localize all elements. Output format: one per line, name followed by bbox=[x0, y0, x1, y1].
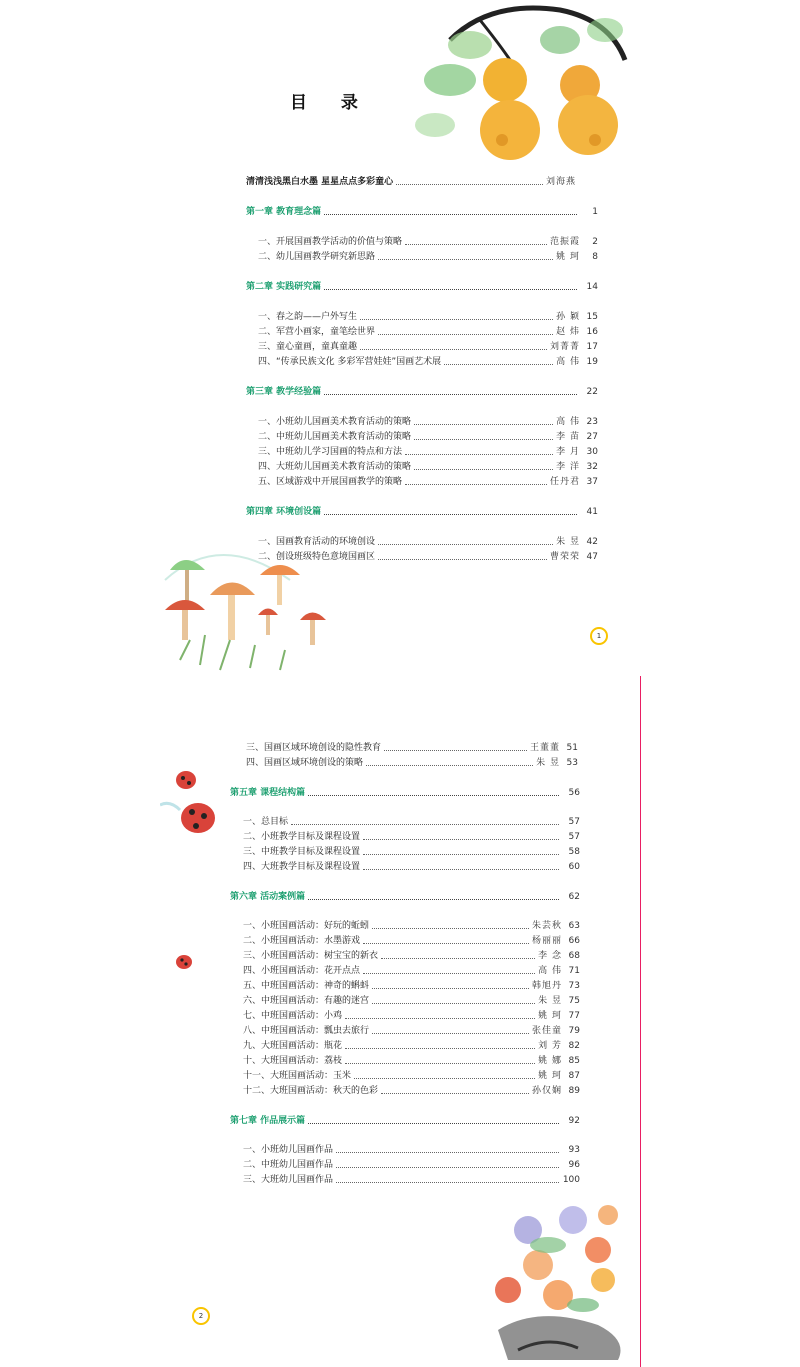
entry-title: 九、大班国画活动：瓶花 bbox=[243, 1041, 343, 1051]
dot-leader bbox=[366, 765, 533, 766]
entry-title: 二、中班幼儿国画美术教育活动的策略 bbox=[258, 432, 412, 442]
toc-entry-row[interactable] bbox=[246, 740, 578, 753]
entry-page-number: 41 bbox=[586, 507, 598, 517]
page-edge-line bbox=[640, 676, 641, 1367]
entry-title: 二、幼儿国画教学研究新思路 bbox=[258, 252, 376, 262]
dot-leader bbox=[324, 289, 577, 290]
dot-leader bbox=[384, 750, 527, 751]
page-number-badge: 1 bbox=[590, 627, 608, 645]
toc-title: 目 录 bbox=[290, 93, 372, 113]
dot-leader bbox=[372, 1033, 529, 1034]
entry-author: 李 月 bbox=[556, 447, 580, 457]
entry-page-number: 89 bbox=[568, 1086, 580, 1096]
dot-leader bbox=[372, 928, 529, 929]
toc-entry-row[interactable] bbox=[243, 829, 580, 842]
entry-title: 三、小班国画活动：树宝宝的新衣 bbox=[243, 951, 379, 961]
entry-title: 三、国画区域环境创设的隐性教育 bbox=[246, 743, 382, 753]
dot-leader bbox=[378, 544, 553, 545]
entry-title: 三、中班教学目标及课程设置 bbox=[243, 847, 361, 857]
entry-page-number: 23 bbox=[586, 417, 598, 427]
entry-title: 四、大班教学目标及课程设置 bbox=[243, 862, 361, 872]
entry-author: 曹荣荣 bbox=[549, 552, 580, 562]
chapter-title: 第二章 实践研究篇 bbox=[246, 282, 322, 292]
entry-title: 一、春之韵——户外写生 bbox=[258, 312, 358, 322]
toc-entry-row[interactable] bbox=[243, 963, 580, 976]
chapter-title: 第一章 教育理念篇 bbox=[246, 207, 322, 217]
entry-page-number: 22 bbox=[586, 387, 598, 397]
toc-entry-row[interactable] bbox=[258, 414, 598, 427]
ladybug-painting bbox=[160, 760, 230, 855]
toc-entry-row[interactable] bbox=[258, 459, 598, 472]
entry-title: 一、总目标 bbox=[243, 817, 289, 827]
dot-leader bbox=[324, 394, 577, 395]
chapter-title: 第五章 课程结构篇 bbox=[230, 788, 306, 798]
entry-page-number: 82 bbox=[568, 1041, 580, 1051]
toc-page-1 bbox=[0, 0, 640, 676]
dot-leader bbox=[345, 1048, 535, 1049]
dot-leader bbox=[354, 1078, 535, 1079]
entry-title: 六、中班国画活动：有趣的迷宫 bbox=[243, 996, 370, 1006]
entry-page-number: 14 bbox=[586, 282, 598, 292]
entry-title: 一、小班幼儿国画作品 bbox=[243, 1145, 334, 1155]
dot-leader bbox=[363, 839, 559, 840]
entry-page-number: 60 bbox=[568, 862, 580, 872]
chapter-title: 第七章 作品展示篇 bbox=[230, 1116, 306, 1126]
dot-leader bbox=[405, 484, 547, 485]
entry-page-number: 30 bbox=[586, 447, 598, 457]
entry-page-number: 53 bbox=[566, 758, 578, 768]
entry-title: 二、中班幼儿国画作品 bbox=[243, 1160, 334, 1170]
toc-entry-row[interactable] bbox=[243, 1023, 580, 1036]
dot-leader bbox=[378, 559, 547, 560]
entry-author: 姚 珂 bbox=[538, 1011, 562, 1021]
toc-entry-row[interactable] bbox=[258, 309, 598, 322]
entry-title: 十二、大班国画活动：秋天的色彩 bbox=[243, 1086, 379, 1096]
entry-page-number: 42 bbox=[586, 537, 598, 547]
entry-page-number: 2 bbox=[592, 237, 598, 247]
toc-chapter-row[interactable] bbox=[246, 204, 598, 217]
dot-leader bbox=[444, 364, 553, 365]
entry-page-number: 87 bbox=[568, 1071, 580, 1081]
toc-chapter-row[interactable] bbox=[230, 889, 580, 902]
entry-page-number: 32 bbox=[586, 462, 598, 472]
entry-author: 姚 珂 bbox=[538, 1071, 562, 1081]
entry-author: 姚 珂 bbox=[556, 252, 580, 262]
entry-page-number: 57 bbox=[568, 832, 580, 842]
dot-leader bbox=[414, 469, 553, 470]
dot-leader bbox=[291, 824, 559, 825]
entry-page-number: 96 bbox=[568, 1160, 580, 1170]
dot-leader bbox=[324, 514, 577, 515]
entry-page-number: 66 bbox=[568, 936, 580, 946]
toc-entry-row[interactable] bbox=[258, 429, 598, 442]
entry-page-number: 79 bbox=[568, 1026, 580, 1036]
entry-page-number: 16 bbox=[586, 327, 598, 337]
entry-page-number: 85 bbox=[568, 1056, 580, 1066]
entry-title: 十、大班国画活动：荔枝 bbox=[243, 1056, 343, 1066]
dot-leader bbox=[381, 958, 535, 959]
preface-author: 刘海燕 bbox=[545, 177, 576, 187]
dot-leader bbox=[308, 795, 559, 796]
dot-leader bbox=[381, 1093, 529, 1094]
entry-author: 刘 芳 bbox=[538, 1041, 562, 1051]
entry-title: 二、小班教学目标及课程设置 bbox=[243, 832, 361, 842]
entry-page-number: 47 bbox=[586, 552, 598, 562]
entry-page-number: 37 bbox=[586, 477, 598, 487]
dot-leader bbox=[360, 319, 553, 320]
flower-painting bbox=[478, 1200, 640, 1367]
entry-title: 十一、大班国画活动：玉米 bbox=[243, 1071, 352, 1081]
toc-entry-row[interactable] bbox=[243, 1053, 580, 1066]
entry-title: 二、创设班级特色意境国画区 bbox=[258, 552, 376, 562]
toc-entry-row[interactable] bbox=[258, 234, 598, 247]
dot-leader bbox=[336, 1167, 559, 1168]
toc-entry-row[interactable] bbox=[243, 1083, 580, 1096]
dot-leader bbox=[363, 973, 535, 974]
gourd-painting bbox=[410, 0, 640, 170]
entry-page-number: 75 bbox=[568, 996, 580, 1006]
entry-author: 高 伟 bbox=[538, 966, 562, 976]
entry-page-number: 58 bbox=[568, 847, 580, 857]
toc-entry-row[interactable] bbox=[243, 1068, 580, 1081]
toc-entry-row[interactable] bbox=[258, 444, 598, 457]
entry-author: 刘菁菁 bbox=[549, 342, 580, 352]
entry-title: 一、小班国画活动：好玩的蚯蚓 bbox=[243, 921, 370, 931]
dot-leader bbox=[363, 854, 559, 855]
entry-title: 三、大班幼儿国画作品 bbox=[243, 1175, 334, 1185]
toc-preface-row[interactable] bbox=[246, 174, 596, 187]
toc-entry-row[interactable] bbox=[258, 354, 598, 367]
page-number-badge: 2 bbox=[192, 1307, 210, 1325]
toc-chapter-row[interactable] bbox=[246, 504, 598, 517]
entry-author: 朱 昱 bbox=[538, 996, 562, 1006]
entry-page-number: 77 bbox=[568, 1011, 580, 1021]
entry-title: 三、童心童画，童真童趣 bbox=[258, 342, 358, 352]
dot-leader bbox=[372, 988, 529, 989]
entry-author: 朱 昱 bbox=[556, 537, 580, 547]
toc-chapter-row[interactable] bbox=[230, 785, 580, 798]
entry-title: 四、国画区域环境创设的策略 bbox=[246, 758, 364, 768]
entry-title: 四、小班国画活动：花开点点 bbox=[243, 966, 361, 976]
entry-title: 七、中班国画活动：小鸡 bbox=[243, 1011, 343, 1021]
entry-author: 范振霞 bbox=[549, 237, 580, 247]
dot-leader bbox=[414, 424, 553, 425]
dot-leader bbox=[308, 1123, 559, 1124]
entry-title: 一、国画教育活动的环境创设 bbox=[258, 537, 376, 547]
entry-page-number: 8 bbox=[592, 252, 598, 262]
entry-title: 四、“传承民族文化 多彩军营娃娃”国画艺术展 bbox=[258, 357, 442, 367]
chapter-title: 第六章 活动案例篇 bbox=[230, 892, 306, 902]
entry-page-number: 15 bbox=[586, 312, 598, 322]
dot-leader bbox=[308, 899, 559, 900]
toc-chapter-row[interactable] bbox=[246, 279, 598, 292]
toc-page-2 bbox=[0, 700, 640, 1367]
toc-entry-row[interactable] bbox=[243, 1157, 580, 1170]
small-ladybug-icon bbox=[172, 950, 196, 970]
entry-author: 王董董 bbox=[529, 743, 560, 753]
dot-leader bbox=[336, 1182, 559, 1183]
entry-page-number: 63 bbox=[568, 921, 580, 931]
chapter-title: 第四章 环境创设篇 bbox=[246, 507, 322, 517]
toc-entry-row[interactable] bbox=[258, 474, 598, 487]
entry-title: 二、军营小画家，童笔绘世界 bbox=[258, 327, 376, 337]
dot-leader bbox=[363, 869, 559, 870]
entry-author: 姚 娜 bbox=[538, 1056, 562, 1066]
toc-entry-row[interactable] bbox=[243, 1142, 580, 1155]
dot-leader bbox=[396, 184, 543, 185]
entry-title: 八、中班国画活动：瓢虫去旅行 bbox=[243, 1026, 370, 1036]
toc-entry-row[interactable] bbox=[258, 324, 598, 337]
toc-entry-row[interactable] bbox=[258, 339, 598, 352]
entry-author: 朱 昱 bbox=[536, 758, 560, 768]
preface-title: 清清浅浅黑白水墨 星星点点多彩童心 bbox=[246, 177, 394, 187]
entry-title: 五、区域游戏中开展国画教学的策略 bbox=[258, 477, 403, 487]
toc-chapter-row[interactable] bbox=[246, 384, 598, 397]
entry-author: 李 洋 bbox=[556, 462, 580, 472]
entry-author: 杨丽丽 bbox=[531, 936, 562, 946]
entry-page-number: 57 bbox=[568, 817, 580, 827]
entry-title: 一、开展国画教学活动的价值与策略 bbox=[258, 237, 403, 247]
entry-author: 孙仅娴 bbox=[531, 1086, 562, 1096]
entry-author: 韩旭丹 bbox=[531, 981, 562, 991]
dot-leader bbox=[378, 259, 553, 260]
chapter-title: 第三章 教学经验篇 bbox=[246, 387, 322, 397]
toc-entry-row[interactable] bbox=[243, 978, 580, 991]
toc-entry-row[interactable] bbox=[243, 918, 580, 931]
entry-page-number: 71 bbox=[568, 966, 580, 976]
toc-entry-row[interactable] bbox=[243, 844, 580, 857]
entry-author: 李 苗 bbox=[556, 432, 580, 442]
toc-entry-row[interactable] bbox=[258, 549, 598, 562]
dot-leader bbox=[405, 454, 553, 455]
entry-title: 五、中班国画活动：神奇的蝌蚪 bbox=[243, 981, 370, 991]
toc-entry-row[interactable] bbox=[243, 948, 580, 961]
entry-author: 赵 炜 bbox=[556, 327, 580, 337]
dot-leader bbox=[345, 1018, 535, 1019]
entry-author: 孙 颖 bbox=[556, 312, 580, 322]
toc-entry-row[interactable] bbox=[243, 993, 580, 1006]
dot-leader bbox=[360, 349, 547, 350]
entry-page-number: 51 bbox=[566, 743, 578, 753]
entry-author: 高 伟 bbox=[556, 357, 580, 367]
toc-entry-row[interactable] bbox=[243, 1172, 580, 1185]
toc-entry-row[interactable] bbox=[246, 755, 578, 768]
entry-page-number: 68 bbox=[568, 951, 580, 961]
entry-author: 朱芸秋 bbox=[531, 921, 562, 931]
toc-entry-row[interactable] bbox=[258, 249, 598, 262]
entry-author: 李 念 bbox=[538, 951, 562, 961]
entry-title: 三、中班幼儿学习国画的特点和方法 bbox=[258, 447, 403, 457]
entry-title: 四、大班幼儿国画美术教育活动的策略 bbox=[258, 462, 412, 472]
entry-page-number: 27 bbox=[586, 432, 598, 442]
entry-page-number: 62 bbox=[568, 892, 580, 902]
entry-title: 一、小班幼儿国画美术教育活动的策略 bbox=[258, 417, 412, 427]
entry-author: 高 伟 bbox=[556, 417, 580, 427]
entry-page-number: 17 bbox=[586, 342, 598, 352]
dot-leader bbox=[372, 1003, 535, 1004]
dot-leader bbox=[378, 334, 553, 335]
dot-leader bbox=[414, 439, 553, 440]
entry-page-number: 56 bbox=[568, 788, 580, 798]
toc-entry-row[interactable] bbox=[243, 859, 580, 872]
dot-leader bbox=[363, 943, 529, 944]
entry-page-number: 93 bbox=[568, 1145, 580, 1155]
dot-leader bbox=[345, 1063, 535, 1064]
toc-chapter-row[interactable] bbox=[230, 1113, 580, 1126]
entry-page-number: 100 bbox=[562, 1175, 580, 1185]
entry-page-number: 1 bbox=[592, 207, 598, 217]
entry-page-number: 92 bbox=[568, 1116, 580, 1126]
entry-page-number: 19 bbox=[586, 357, 598, 367]
toc-entry-row[interactable] bbox=[243, 814, 580, 827]
toc-entry-row[interactable] bbox=[258, 534, 598, 547]
toc-entry-row[interactable] bbox=[243, 933, 580, 946]
dot-leader bbox=[405, 244, 547, 245]
dot-leader bbox=[324, 214, 577, 215]
toc-entry-row[interactable] bbox=[243, 1008, 580, 1021]
entry-author: 任丹君 bbox=[549, 477, 580, 487]
dot-leader bbox=[336, 1152, 559, 1153]
entry-page-number: 73 bbox=[568, 981, 580, 991]
entry-author: 张佳童 bbox=[531, 1026, 562, 1036]
toc-entry-row[interactable] bbox=[243, 1038, 580, 1051]
entry-title: 二、小班国画活动：水墨游戏 bbox=[243, 936, 361, 946]
